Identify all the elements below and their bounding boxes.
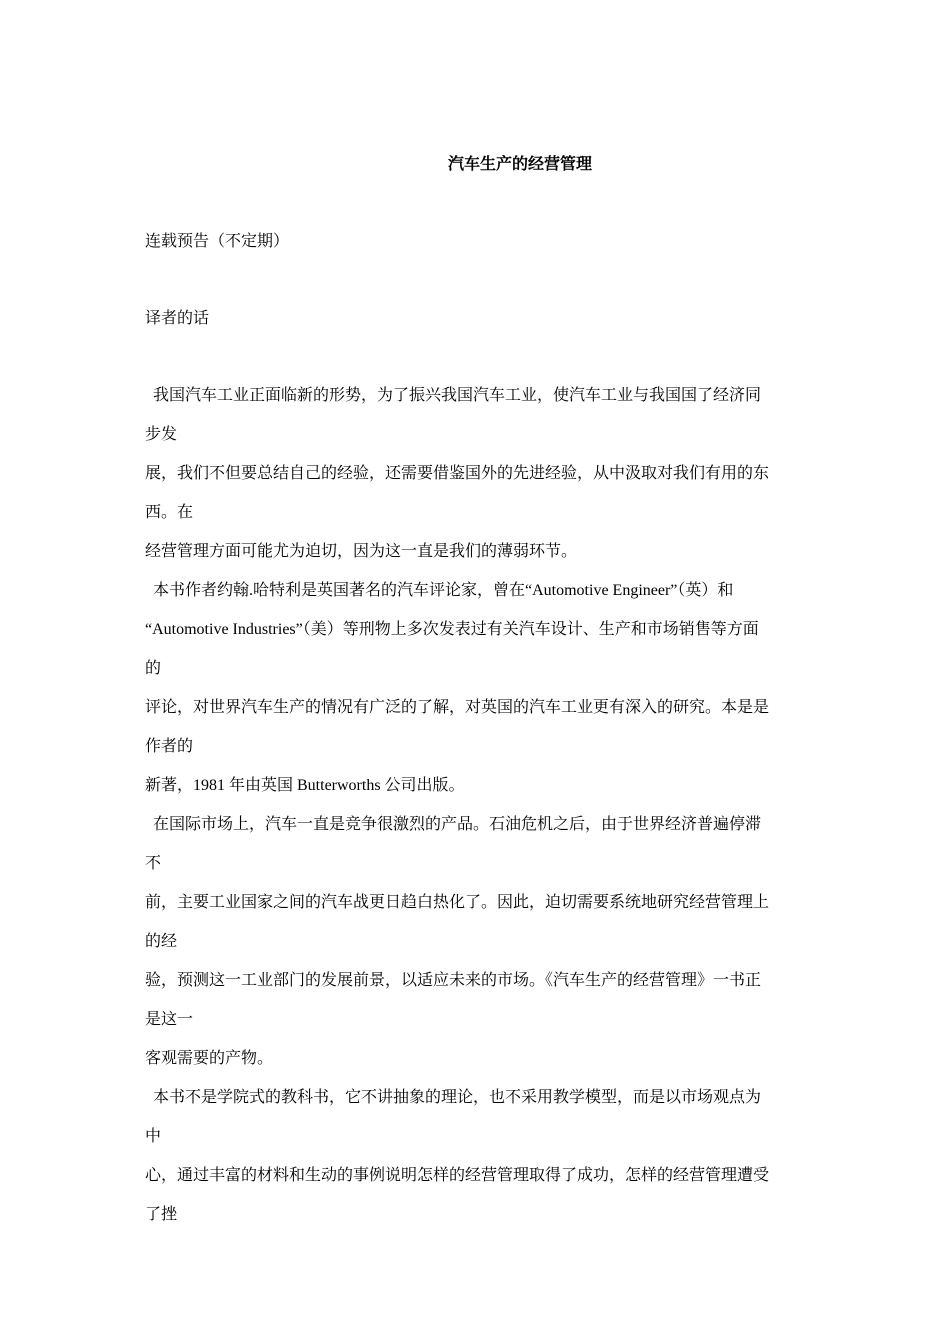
text-line: 中 — [145, 1128, 162, 1145]
text-line: 在国际市场上，汽车一直是竞争很激烈的产品。石油危机之后，由于世界经济普遍停滞 — [145, 816, 762, 833]
text-line: 西。在 — [145, 504, 194, 521]
text-line: 我国汽车工业正面临新的形势，为了振兴我国汽车工业，使汽车工业与我国国了经济同 — [145, 387, 762, 404]
text-line: 经营管理方面可能尤为迫切，因为这一直是我们的薄弱环节。 — [145, 543, 578, 560]
text-line: 本书作者约翰.哈特利是英国著名的汽车评论家，曾在“Automotive Engineer”（英）和 — [145, 582, 734, 599]
text-line: 验，预测这一工业部门的发展前景，以适应未来的市场。《汽车生产的经营管理》一书正 — [145, 972, 762, 989]
text-line: 步发 — [145, 426, 178, 443]
text-line: “Automotive Industries”（美）等刑物上多次发表过有关汽车设计、生产和市场销售等方面 — [145, 621, 759, 638]
text-line: 展，我们不但要总结自己的经验，还需要借鉴国外的先进经验，从中汲取对我们有用的东 — [145, 465, 770, 482]
text-line: 心，通过丰富的材料和生动的事例说明怎样的经营管理取得了成功，怎样的经营管理遭受 — [145, 1167, 770, 1184]
text-line: 了挫 — [145, 1206, 178, 1223]
text-line: 不 — [145, 855, 162, 872]
text-line: 的经 — [145, 933, 178, 950]
text-line: 客观需要的产物。 — [145, 1050, 274, 1067]
text-line: 的 — [145, 660, 162, 677]
text-line: 本书不是学院式的教科书，它不讲抽象的理论，也不采用教学模型，而是以市场观点为 — [145, 1089, 762, 1106]
text-line: 作者的 — [145, 738, 194, 755]
document-title: 汽车生产的经营管理 — [447, 156, 592, 173]
text-line: 新著，1981 年由英国 Butterworths 公司出版。 — [145, 777, 465, 794]
text-line: 是这一 — [145, 1011, 194, 1028]
text-line: 评论，对世界汽车生产的情况有广泛的了解，对英国的汽车工业更有深入的研究。本是是 — [145, 699, 770, 716]
section-heading: 译者的话 — [145, 310, 210, 327]
serial-notice: 连载预告（不定期） — [145, 233, 290, 250]
text-line: 前，主要工业国家之间的汽车战更日趋白热化了。因此，迫切需要系统地研究经营管理上 — [145, 894, 770, 911]
